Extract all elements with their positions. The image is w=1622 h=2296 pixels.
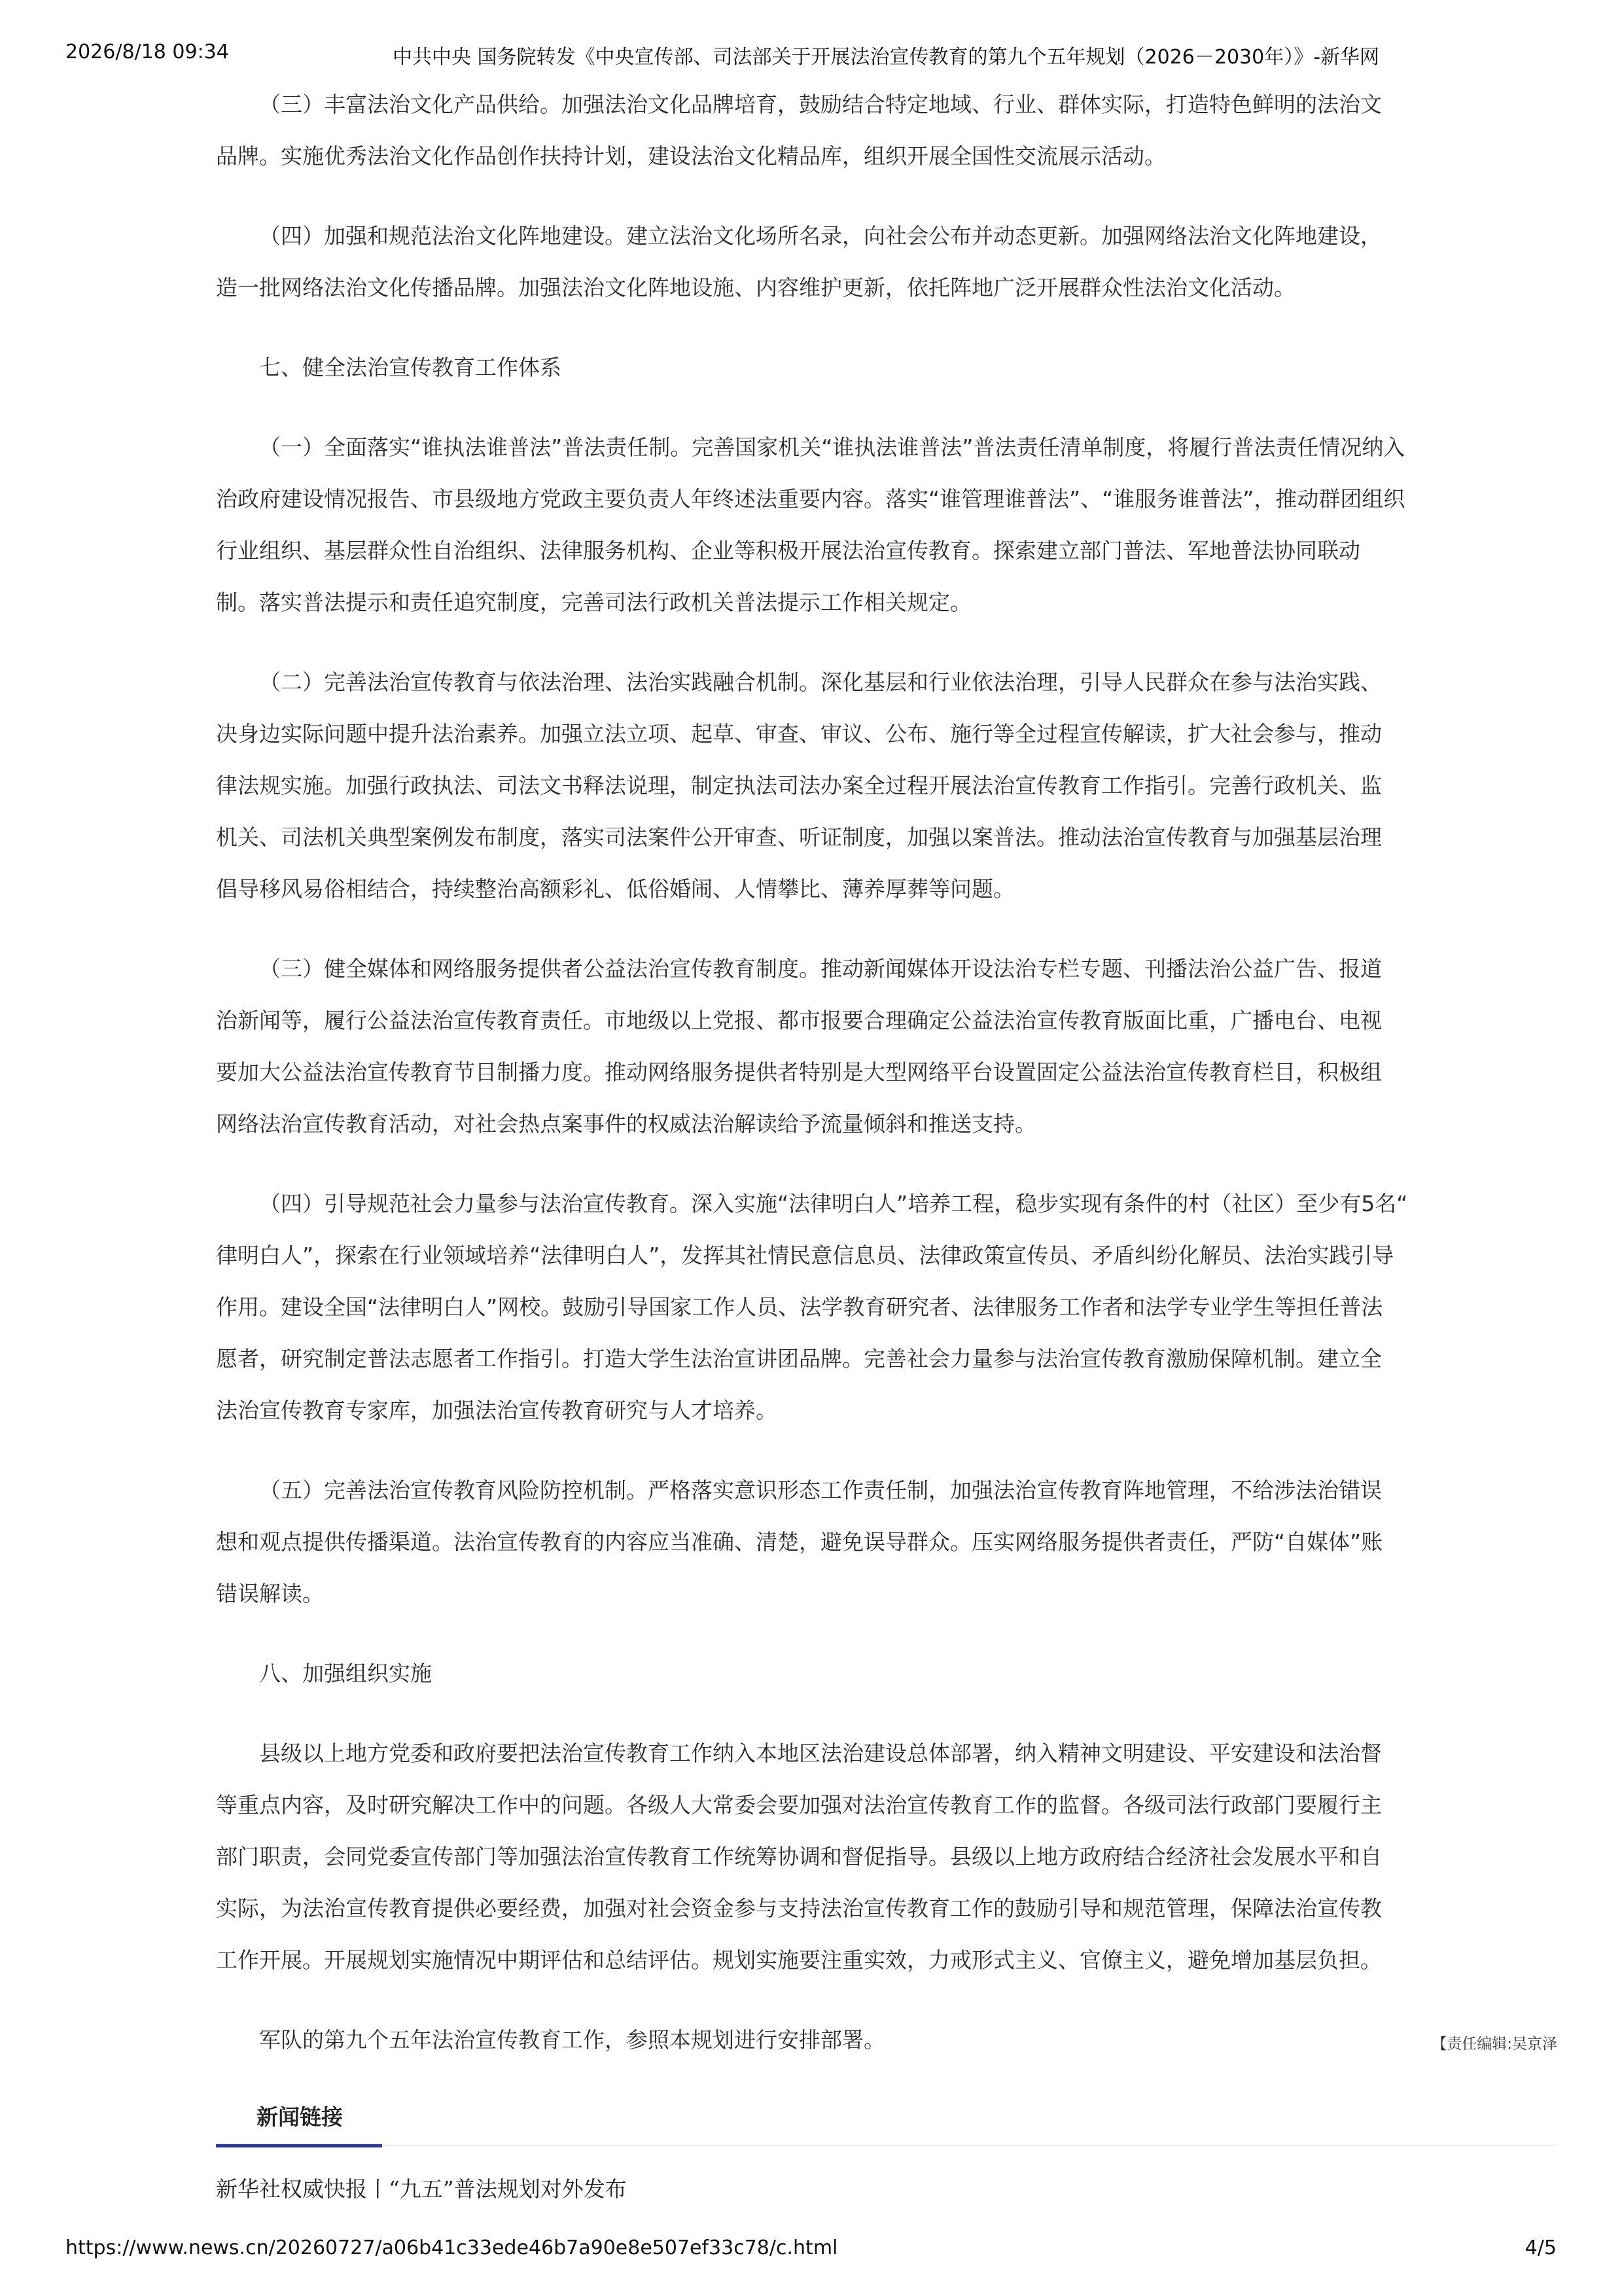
paragraph-line: 错误解读。 [216,1581,324,1606]
paragraph [216,1464,1557,1619]
print-page-title: 中共中央 国务院转发《中央宣传部、司法部关于开展法治宣传教育的第九个五年规划（2026－2030年）》-新华网 [393,46,1380,69]
section-heading: 八、加强组织实施 [259,1661,432,1686]
paragraph-line: 治新闻等，履行公益法治宣传教育责任。市地级以上党报、都市报要合理确定公益法治宣传教育版面比重，广播电台、电视 [216,1008,1382,1033]
paragraph-line: （三）健全媒体和网络服务提供者公益法治宣传教育制度。推动新闻媒体开设法治专栏专题、刊播法治公益广告、报道 [259,956,1382,981]
paragraph-line: 决身边实际问题中提升法治素养。加强立法立项、起草、审查、审议、公布、施行等全过程宣传解读，扩大社会参与，推动 [216,721,1382,747]
paragraph [216,2014,1557,2066]
responsible-editor: 【责任编辑:吴京泽 [1432,2036,1557,2053]
paragraph-line: （二）完善法治宣传教育与依法治理、法治实践融合机制。深化基层和行业依法治理，引导人民群众在参与法治实践、 [259,669,1382,695]
news-link[interactable]: 新华社权威快报丨“九五”普法规划对外发布 [216,2176,627,2202]
news-links-tab[interactable]: 新闻链接 [216,2100,382,2147]
print-header [0,41,1622,69]
paragraph-line: 要加大公益法治宣传教育节目制播力度。推动网络服务提供者特别是大型网络平台设置固定公益法治宣传教育栏目，积极组 [216,1059,1382,1085]
paragraph-line: 治政府建设情况报告、市县级地方党政主要负责人年终述法重要内容。落实“谁管理谁普法”、“谁服务谁普法”，推动群团组织 [216,486,1405,512]
paragraph [216,656,1557,915]
paragraph-line: 律法规实施。加强行政执法、司法文书释法说理，制定执法司法办案全过程开展法治宣传教育工作指引。完善行政机关、监 [216,773,1382,798]
paragraph-line: （三）丰富法治文化产品供给。加强法治文化品牌培育，鼓励结合特定地域、行业、群体实际，打造特色鲜明的法治文 [259,92,1382,117]
paragraph [216,1727,1557,1986]
paragraph-line: 想和观点提供传播渠道。法治宣传教育的内容应当准确、清楚，避免误导群众。压实网络服务提供者责任，严防“自媒体”账 [216,1529,1383,1555]
paragraph-line: 部门职责，会同党委宣传部门等加强法治宣传教育工作统筹协调和督促指导。县级以上地方政府结合经济社会发展水平和自 [216,1844,1382,1869]
page-number: 4/5 [1525,2236,1557,2259]
print-footer [0,2236,1622,2265]
paragraph-line: 工作开展。开展规划实施情况中期评估和总结评估。规划实施要注重实效，力戒形式主义、官僚主义，避免增加基层负担。 [216,1947,1382,1973]
paragraph [216,943,1557,1150]
paragraph-line: 制。落实普法提示和责任追究制度，完善司法行政机关普法提示工作相关规定。 [216,590,972,615]
paragraph [216,1178,1557,1436]
news-links-section [216,2100,1557,2203]
paragraph-line: 军队的第九个五年法治宣传教育工作，参照本规划进行安排部署。 [259,2027,885,2053]
paragraph-line: 网络法治宣传教育活动，对社会热点案事件的权威法治解读给予流量倾斜和推送支持。 [216,1111,1036,1137]
paragraph-line: 机关、司法机关典型案例发布制度，落实司法案件公开审查、听证制度，加强以案普法。推动法治宣传教育与加强基层治理 [216,824,1382,850]
paragraph-line: 实际，为法治宣传教育提供必要经费，加强对社会资金参与支持法治宣传教育工作的鼓励引导和规范管理，保障法治宣传教 [216,1896,1382,1921]
paragraph-line: 律明白人”，探索在行业领域培养“法律明白人”，发挥其社情民意信息员、法律政策宣传员、矛盾纠纷化解员、法治实践引导 [216,1243,1394,1268]
section-heading: 七、健全法治宣传教育工作体系 [259,355,561,380]
paragraph-line: 造一批网络法治文化传播品牌。加强法治文化阵地设施、内容维护更新，依托阵地广泛开展群众性法治文化活动。 [216,275,1296,300]
paragraph-line: 等重点内容，及时研究解决工作中的问题。各级人大常委会要加强对法治宣传教育工作的监督。各级司法行政部门要履行主 [216,1792,1382,1818]
paragraph-line: 作用。建设全国“法律明白人”网校。鼓励引导国家工作人员、法学教育研究者、法律服务工作者和法学专业学生等担任普法 [216,1294,1383,1320]
paragraph-line: （五）完善法治宣传教育风险防控机制。严格落实意识形态工作责任制，加强法治宣传教育阵地管理，不给涉法治错误 [259,1477,1382,1503]
article-body [216,79,1557,2113]
print-date: 2026/8/18 09:34 [65,41,229,63]
paragraph-line: （四）加强和规范法治文化阵地建设。建立法治文化场所名录，向社会公布并动态更新。加强网络法治文化阵地建设， [259,223,1382,249]
paragraph-line: 倡导移风易俗相结合，持续整治高额彩礼、低俗婚闹、人情攀比、薄养厚葬等问题。 [216,876,1015,902]
paragraph-line: 行业组织、基层群众性自治组织、法律服务机构、企业等积极开展法治宣传教育。探索建立部门普法、军地普法协同联动 [216,538,1360,563]
paragraph-line: （一）全面落实“谁执法谁普法”普法责任制。完善国家机关“谁执法谁普法”普法责任清单制度，将履行普法责任情况纳入 [259,434,1405,460]
paragraph-line: 愿者，研究制定普法志愿者工作指引。打造大学生法治宣讲团品牌。完善社会力量参与法治宣传教育激励保障机制。建立全 [216,1346,1382,1371]
paragraph-line: 县级以上地方党委和政府要把法治宣传教育工作纳入本地区法治建设总体部署，纳入精神文明建设、平安建设和法治督 [259,1740,1382,1766]
page-url: https://www.news.cn/20260727/a06b41c33ede46b7a90e8e507ef33c78/c.html [65,2236,838,2259]
paragraph [216,421,1557,628]
paragraph-line: 法治宣传教育专家库，加强法治宣传教育研究与人才培养。 [216,1398,777,1423]
paragraph [216,210,1557,313]
paragraph-line: 品牌。实施优秀法治文化作品创作扶持计划，建设法治文化精品库，组织开展全国性交流展示活动。 [216,143,1166,169]
paragraph [216,79,1557,182]
paragraph-line: （四）引导规范社会力量参与法治宣传教育。深入实施“法律明白人”培养工程，稳步实现有条件的村（社区）至少有5名“ [259,1191,1408,1216]
